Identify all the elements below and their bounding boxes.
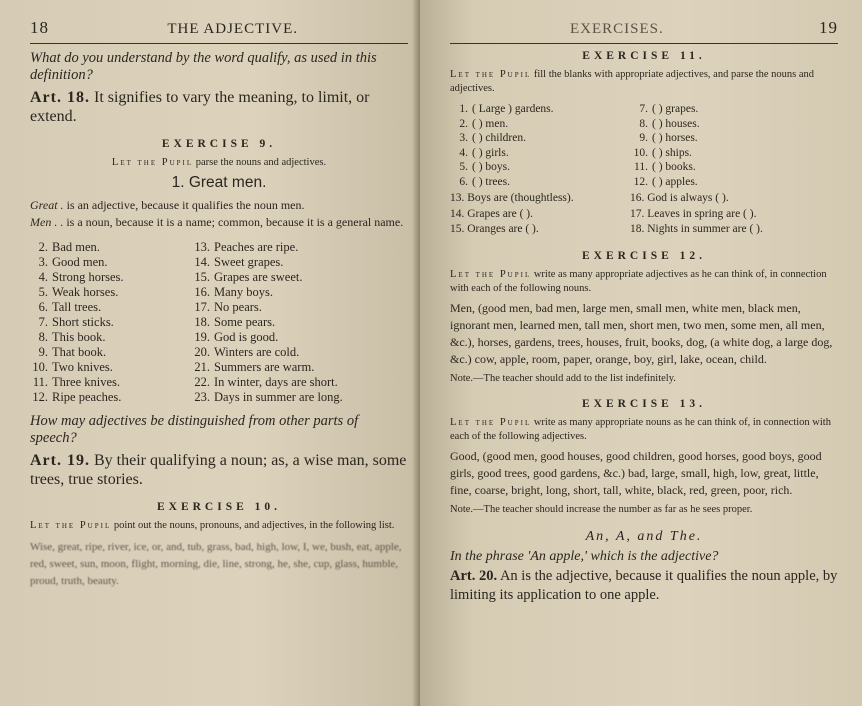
blank-item: [630, 175, 838, 190]
item-text: ( ) men.: [472, 117, 509, 130]
item-number: 12.: [633, 175, 648, 188]
sentence-item: 15. Oranges are ( ).: [450, 223, 539, 235]
parse-text-great: is an adjective, because it qualifies the noun men.: [66, 198, 305, 212]
exercise-9-instruction: [30, 156, 408, 170]
item-number: 10.: [32, 360, 48, 374]
exercise-11-heading: EXERCISE 11.: [582, 50, 706, 62]
sentence-item: 14. Grapes are ( ).: [450, 207, 534, 220]
item-text: ( ) grapes.: [652, 103, 699, 115]
list-item: [30, 345, 192, 360]
list-item: [192, 345, 408, 360]
exercise-13-heading: EXERCISE 13.: [581, 397, 707, 410]
blank-item: [450, 175, 630, 190]
item-number: 5.: [38, 285, 48, 299]
item-text: Three knives.: [52, 375, 121, 389]
item-text: ( ) children.: [472, 132, 526, 144]
list-item: [30, 270, 192, 285]
left-running-head: [30, 18, 408, 38]
exercise-12-instruction: [450, 268, 838, 296]
item-text: ( ) boys.: [472, 161, 511, 173]
blank-item: [450, 131, 630, 146]
parse-text-men: is a noun, because it is a name; common, because it is a general name.: [66, 215, 404, 229]
list-item: [192, 240, 408, 255]
exercise-11-instruction: [450, 68, 838, 96]
item-number: 5.: [459, 161, 468, 173]
item-text: Strong horses.: [52, 270, 124, 284]
exercise-11-sentences: [450, 191, 838, 238]
blank-item: [450, 102, 630, 117]
item-number: 11.: [32, 375, 48, 389]
item-text: God is good.: [214, 330, 279, 344]
sentence-row: [450, 191, 838, 207]
exercise-11-instruction-text: fill the blanks with appropriate adjectives, and parse the nouns and adjectives.: [450, 69, 815, 94]
item-number: 7.: [38, 315, 48, 329]
example-heading: 1. Great men.: [171, 174, 267, 191]
item-text: In winter, days are short.: [214, 375, 338, 389]
item-text: Two knives.: [52, 360, 113, 374]
item-text: Winters are cold.: [214, 345, 300, 359]
exercise-11-column-1: [450, 102, 630, 189]
item-text: This book.: [52, 330, 106, 344]
list-item: [192, 270, 408, 285]
section-title-articles: An, A, and The.: [585, 528, 703, 544]
item-text: Some pears.: [214, 315, 276, 329]
item-number: 4.: [38, 270, 48, 284]
blank-item: [450, 146, 630, 161]
item-number: 21.: [194, 360, 210, 374]
exercise-13-note: Note.—The teacher should increase the number as far as he sees proper.: [450, 503, 753, 515]
item-text: That book.: [52, 345, 107, 359]
exercise-12-lead: Let the Pupil: [450, 268, 532, 280]
header-rule-right: [450, 43, 838, 44]
article-18: [30, 88, 408, 126]
item-number: 19.: [194, 330, 210, 344]
right-page: [420, 0, 862, 706]
parse-word-men: Men . .: [30, 215, 67, 229]
parse-line-men: [30, 215, 408, 230]
left-page: [0, 0, 420, 706]
right-running-head: [450, 18, 838, 38]
article-18-text: It signifies to vary the meaning, to limit, or extend.: [30, 89, 370, 125]
item-number: 6.: [38, 300, 48, 314]
exercise-13-lead: Let the Pupil: [450, 416, 532, 428]
list-item: [30, 285, 192, 300]
article-20: [450, 567, 838, 605]
sentence-item: 13. Boys are (thoughtless).: [450, 192, 574, 204]
item-number: 13.: [194, 240, 210, 254]
exercise-9-list: [30, 240, 408, 405]
exercise-10-instruction-text: point out the nouns, pronouns, and adjectives, in the following list.: [113, 520, 395, 531]
list-item: [30, 360, 192, 375]
blank-item: [630, 117, 838, 132]
blank-item: [450, 160, 630, 175]
list-item: [30, 390, 192, 405]
article-19-label: Art. 19.: [30, 452, 90, 469]
exercise-9-column-2: [192, 240, 408, 405]
item-text: Bad men.: [52, 240, 100, 254]
article-20-label: Art. 20.: [450, 567, 498, 584]
list-item: [30, 240, 192, 255]
item-text: ( ) girls.: [472, 146, 509, 159]
list-item: [192, 315, 408, 330]
item-number: 1.: [459, 103, 468, 115]
exercise-13-text: Good, (good men, good houses, good children, good horses, good boys, good girls, good trees, good gardens, &c.) bad, large, small, high, low, great, little, fine, coarse, bright, long, short, tall, white, black, red, green, poor, rich.: [450, 448, 822, 497]
exercise-10-instruction: [30, 519, 408, 533]
list-item: [30, 375, 192, 390]
sentence-item: 16. God is always ( ).: [630, 192, 729, 204]
running-head-exercises: EXERCISES.: [570, 21, 664, 37]
item-number: 9.: [38, 345, 48, 359]
sentence-row: [450, 207, 838, 223]
parse-line-great: [30, 198, 408, 213]
item-text: ( ) books.: [652, 161, 696, 173]
exercise-13-instruction-text: write as many appropriate nouns as he can think of, in connection with each of the following adjectives.: [450, 416, 831, 442]
item-number: 2.: [459, 117, 468, 130]
item-number: 12.: [32, 390, 48, 404]
blank-item: [630, 102, 838, 117]
item-number: 23.: [194, 390, 210, 404]
question-qualify: What do you understand by the word qualify, as used in this definition?: [30, 50, 377, 83]
item-text: No pears.: [214, 300, 262, 314]
item-number: 4.: [459, 146, 468, 159]
article-18-label: Art. 18.: [30, 89, 90, 106]
exercise-11-list: [450, 102, 838, 189]
item-text: ( ) trees.: [472, 175, 510, 188]
list-item: [30, 255, 192, 270]
item-number: 18.: [194, 315, 210, 329]
item-number: 3.: [459, 132, 468, 144]
item-number: 8.: [38, 330, 48, 344]
exercise-11-column-2: [630, 102, 838, 189]
sentence-row: [450, 222, 838, 238]
exercise-10-lead: Let the Pupil: [30, 520, 112, 531]
item-number: 20.: [194, 345, 210, 359]
item-number: 16.: [194, 285, 210, 299]
item-number: 9.: [639, 132, 648, 144]
list-item: [192, 255, 408, 270]
exercise-12-text: Men, (good men, bad men, large men, small men, white men, black men, ignorant men, learned men, tall men, short men, two men, some men, all men, &c.), horses, gardens, trees, houses, fruit, books, dog, (a white dog, a large dog, &c.) cow, apple, room, paper, orange, boy, girl, lake, ocean, child.: [450, 300, 833, 366]
item-text: Tall trees.: [52, 300, 102, 314]
item-number: 8.: [639, 117, 648, 130]
article-20-text: An is the adjective, because it qualifies the noun apple, by limiting its application to one apple.: [450, 567, 838, 603]
exercise-13-instruction: [450, 416, 838, 444]
item-text: Many boys.: [214, 285, 274, 299]
blank-item: [450, 117, 630, 132]
item-number: 15.: [194, 270, 210, 284]
exercise-9-lead: Let the Pupil: [111, 157, 194, 168]
list-item: [192, 285, 408, 300]
item-text: ( ) ships.: [652, 146, 692, 159]
article-19-text: By their qualifying a noun; as, a wise man, some trees, true stories.: [30, 452, 407, 488]
item-number: 6.: [459, 175, 468, 188]
blank-item: [630, 146, 838, 161]
list-item: [192, 360, 408, 375]
exercise-12-heading: EXERCISE 12.: [581, 249, 707, 262]
list-item: [192, 375, 408, 390]
list-item: [30, 300, 192, 315]
item-text: Sweet grapes.: [214, 255, 284, 269]
list-item: [192, 330, 408, 345]
item-text: ( ) horses.: [652, 132, 698, 144]
list-item: [30, 330, 192, 345]
list-item: [30, 315, 192, 330]
exercise-9-heading: EXERCISE 9.: [161, 138, 277, 150]
list-item: [192, 300, 408, 315]
blank-item: [630, 131, 838, 146]
page-number-right: 19: [819, 18, 838, 37]
item-number: 3.: [38, 255, 48, 269]
blank-item: [630, 160, 838, 175]
page-number-left: 18: [30, 18, 49, 37]
item-number: 7.: [639, 103, 648, 115]
exercise-12-note: Note.—The teacher should add to the list indefinitely.: [450, 372, 676, 384]
item-number: 22.: [194, 375, 210, 389]
item-text: Weak horses.: [52, 285, 119, 299]
exercise-10-word-list: Wise, great, ripe, river, ice, or, and, tub, grass, bad, high, low, I, we, bush, eat, apple, red, sweet, sun, moon, flight, morning, die, line, strong, he, she, cup, glass, humble, proud, truth, beauty.: [30, 541, 402, 587]
question-adjective: In the phrase 'An apple,' which is the adjective?: [450, 548, 719, 564]
item-text: Days in summer are long.: [214, 390, 343, 404]
exercise-9-column-1: [30, 240, 192, 405]
article-19: [30, 451, 408, 489]
item-text: Peaches are ripe.: [214, 240, 299, 254]
item-number: 2.: [38, 240, 48, 254]
exercise-12-instruction-text: write as many appropriate adjectives as he can think of, in connection with each of the following nouns.: [450, 268, 827, 294]
question-distinguish: How may adjectives be distinguished from other parts of speech?: [30, 413, 359, 446]
exercise-10-heading: EXERCISE 10.: [156, 501, 282, 513]
parse-word-great: Great .: [30, 198, 67, 212]
list-item: [192, 390, 408, 405]
item-text: Ripe peaches.: [52, 390, 122, 404]
item-text: ( ) apples.: [652, 175, 698, 188]
item-number: 10.: [633, 146, 648, 159]
item-text: Short sticks.: [52, 315, 114, 329]
item-text: ( ) houses.: [652, 117, 700, 130]
running-head-title: THE ADJECTIVE.: [167, 21, 298, 37]
item-text: Summers are warm.: [214, 360, 315, 374]
item-number: 14.: [194, 255, 210, 269]
header-rule: [30, 43, 408, 44]
sentence-item: 18. Nights in summer are ( ).: [630, 223, 763, 235]
item-text: ( Large ) gardens.: [472, 103, 554, 115]
exercise-9-instruction-text: parse the nouns and adjectives.: [195, 157, 327, 168]
item-text: Grapes are sweet.: [214, 270, 303, 284]
item-number: 17.: [194, 300, 210, 314]
sentence-item: 17. Leaves in spring are ( ).: [630, 207, 757, 220]
exercise-11-lead: Let the Pupil: [450, 69, 532, 80]
item-number: 11.: [634, 161, 648, 173]
item-text: Good men.: [52, 255, 108, 269]
